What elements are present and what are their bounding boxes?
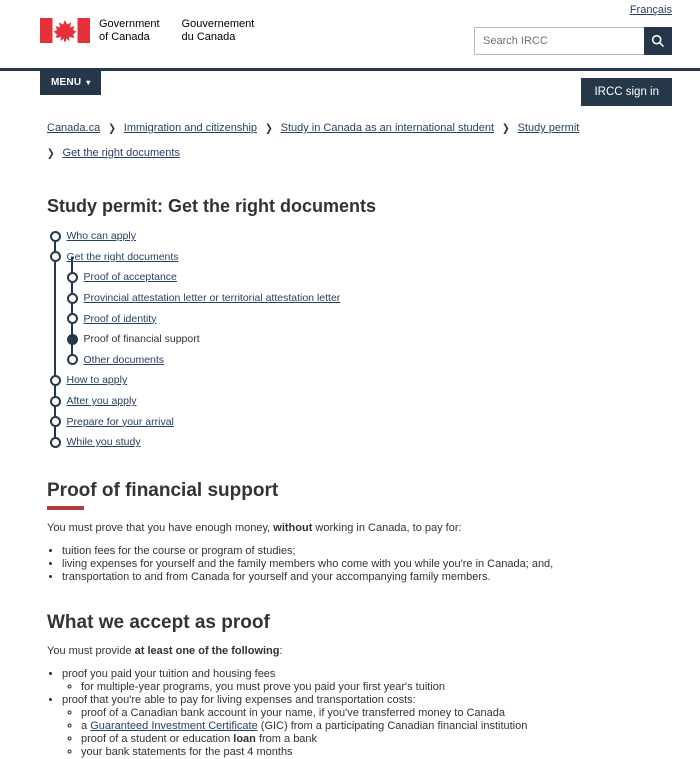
stepper-link[interactable]: While you study (66, 436, 141, 449)
proof-list (47, 668, 672, 759)
step-dot-icon (67, 293, 78, 304)
chevron-right-icon: ❯ (502, 122, 510, 134)
gov-wordmark-fr (182, 18, 255, 44)
chevron-right-icon: ❯ (108, 122, 116, 134)
step-dot-filled-icon (67, 334, 78, 345)
list-item-text: proof that you're able to pay for living expenses and transportation costs: (62, 694, 416, 706)
breadcrumb-link[interactable]: Canada.ca (47, 122, 101, 134)
chevron-down-icon: ▾ (86, 78, 91, 87)
intro-paragraph (47, 645, 672, 658)
stepper-item-proof-of-identity[interactable] (47, 308, 700, 329)
breadcrumb-link[interactable]: Get the right documents (62, 147, 180, 159)
step-dot-icon (50, 375, 61, 386)
magnifier-icon (651, 34, 665, 48)
gov-fr-line1: Gouvernement (181, 18, 255, 30)
gov-wordmark-en (99, 18, 160, 44)
breadcrumb (47, 122, 672, 159)
stepper-link[interactable]: Provincial attestation letter or territorial attestation letter (83, 292, 341, 305)
language-toggle-link[interactable]: Français (629, 4, 672, 16)
intro-paragraph (47, 522, 672, 535)
breadcrumb-item (265, 122, 494, 134)
stepper-link[interactable]: How to apply (66, 374, 128, 387)
heading-accent-bar (47, 506, 84, 510)
canada-flag-icon (40, 18, 90, 43)
list-item-text: proof of a student or education (81, 733, 234, 745)
proof-sublist (62, 707, 672, 759)
gic-link[interactable]: Guaranteed Investment Certificate (90, 720, 258, 732)
breadcrumb-link[interactable]: Immigration and citizenship (123, 122, 258, 134)
stepper-link[interactable]: After you apply (66, 395, 137, 408)
search-bar (474, 27, 672, 55)
stepper-item-proof-of-acceptance[interactable] (47, 267, 700, 288)
ircc-sign-in-button[interactable]: IRCC sign in (581, 78, 672, 106)
chevron-right-icon: ❯ (265, 122, 273, 134)
stepper-item-prepare-for-your-arrival[interactable] (47, 411, 700, 432)
step-dot-icon (50, 416, 61, 427)
step-dot-icon (50, 231, 61, 242)
page-title: Study permit: Get the right documents (47, 196, 377, 216)
gov-en-line2: of Canada (99, 31, 150, 43)
list-item-bold-text: loan (233, 733, 256, 745)
step-dot-icon (50, 396, 61, 407)
list-item: • transportation to and from Canada for yourself and your accompanying family members. (62, 571, 672, 584)
step-dot-icon (67, 354, 78, 365)
list-item: ◦ proof of a Canadian bank account in your name, if you've transferred money to Canada (81, 707, 672, 720)
search-input[interactable] (474, 27, 644, 55)
list-item: ◦ your bank statements for the past 4 months (81, 746, 672, 759)
stepper-item-after-you-apply[interactable] (47, 391, 700, 412)
section-what-we-accept-as-proof (47, 612, 672, 759)
breadcrumb-item (108, 122, 257, 134)
breadcrumb-item (502, 122, 579, 134)
intro-bold-text: without (273, 522, 313, 534)
section-proof-of-financial-support (47, 480, 672, 584)
list-item-text: a (81, 720, 91, 732)
step-dot-icon (50, 437, 61, 448)
stepper-item-while-you-study[interactable] (47, 432, 700, 453)
search-button[interactable] (644, 27, 672, 55)
stepper-item-provincial-attestation-letter[interactable] (47, 288, 700, 309)
gov-fr-line2: du Canada (181, 31, 236, 43)
list-item: • living expenses for yourself and the family members who come with you while you're in Canada; and, (62, 558, 672, 571)
stepper-link[interactable]: Get the right documents (66, 250, 179, 263)
intro-text: working in Canada, to pay for: (312, 522, 462, 534)
list-item-text: from a bank (255, 733, 318, 745)
stepper-item-who-can-apply[interactable] (47, 226, 700, 247)
stepper-link[interactable]: Proof of acceptance (83, 271, 177, 284)
gov-en-line1: Government (99, 18, 160, 30)
list-item (62, 668, 672, 694)
main-content (0, 480, 700, 759)
section-heading: What we accept as proof (47, 612, 270, 633)
stepper-link[interactable]: Proof of identity (83, 312, 157, 325)
step-dot-icon (50, 251, 61, 262)
list-item-text: proof you paid your tuition and housing fees (62, 668, 276, 680)
list-item: ◦ for multiple-year programs, you must prove you paid your first year's tuition (81, 681, 672, 694)
menu-label: MENU (51, 77, 82, 88)
stepper-item-how-to-apply[interactable] (47, 370, 700, 391)
menu-button[interactable] (40, 71, 101, 95)
step-dot-icon (67, 272, 78, 283)
breadcrumb-link[interactable]: Study in Canada as an international student (280, 122, 495, 134)
stepper-current-label: Proof of financial support (83, 333, 200, 346)
site-header (0, 0, 700, 68)
section-heading: Proof of financial support (47, 480, 279, 501)
breadcrumb-item (47, 147, 180, 159)
list-item-text: (GIC) from a participating Canadian financial institution (257, 720, 528, 732)
breadcrumb-item (47, 122, 100, 134)
costs-list (47, 545, 672, 584)
stepper-item-get-the-right-documents[interactable] (47, 247, 700, 268)
list-item (62, 694, 672, 759)
step-dot-icon (67, 313, 78, 324)
intro-text: You must prove that you have enough money, (47, 522, 274, 534)
list-item: • tuition fees for the course or program of studies; (62, 545, 672, 558)
proof-sublist (62, 681, 672, 694)
intro-text: You must provide (47, 645, 135, 657)
stepper-link[interactable]: Other documents (83, 353, 165, 366)
top-nav-band (0, 68, 700, 106)
section-stepper-nav (47, 226, 700, 453)
chevron-right-icon: ❯ (47, 147, 55, 159)
list-item (81, 720, 672, 733)
list-item (81, 733, 672, 746)
stepper-link[interactable]: Prepare for your arrival (66, 415, 174, 428)
stepper-link[interactable]: Who can apply (66, 230, 136, 243)
intro-text: : (279, 645, 283, 657)
stepper-item-other-documents[interactable] (47, 350, 700, 371)
intro-bold-text: at least one of the following (134, 645, 280, 657)
stepper-item-proof-of-financial-support-current (47, 329, 700, 350)
breadcrumb-link[interactable]: Study permit (517, 122, 580, 134)
